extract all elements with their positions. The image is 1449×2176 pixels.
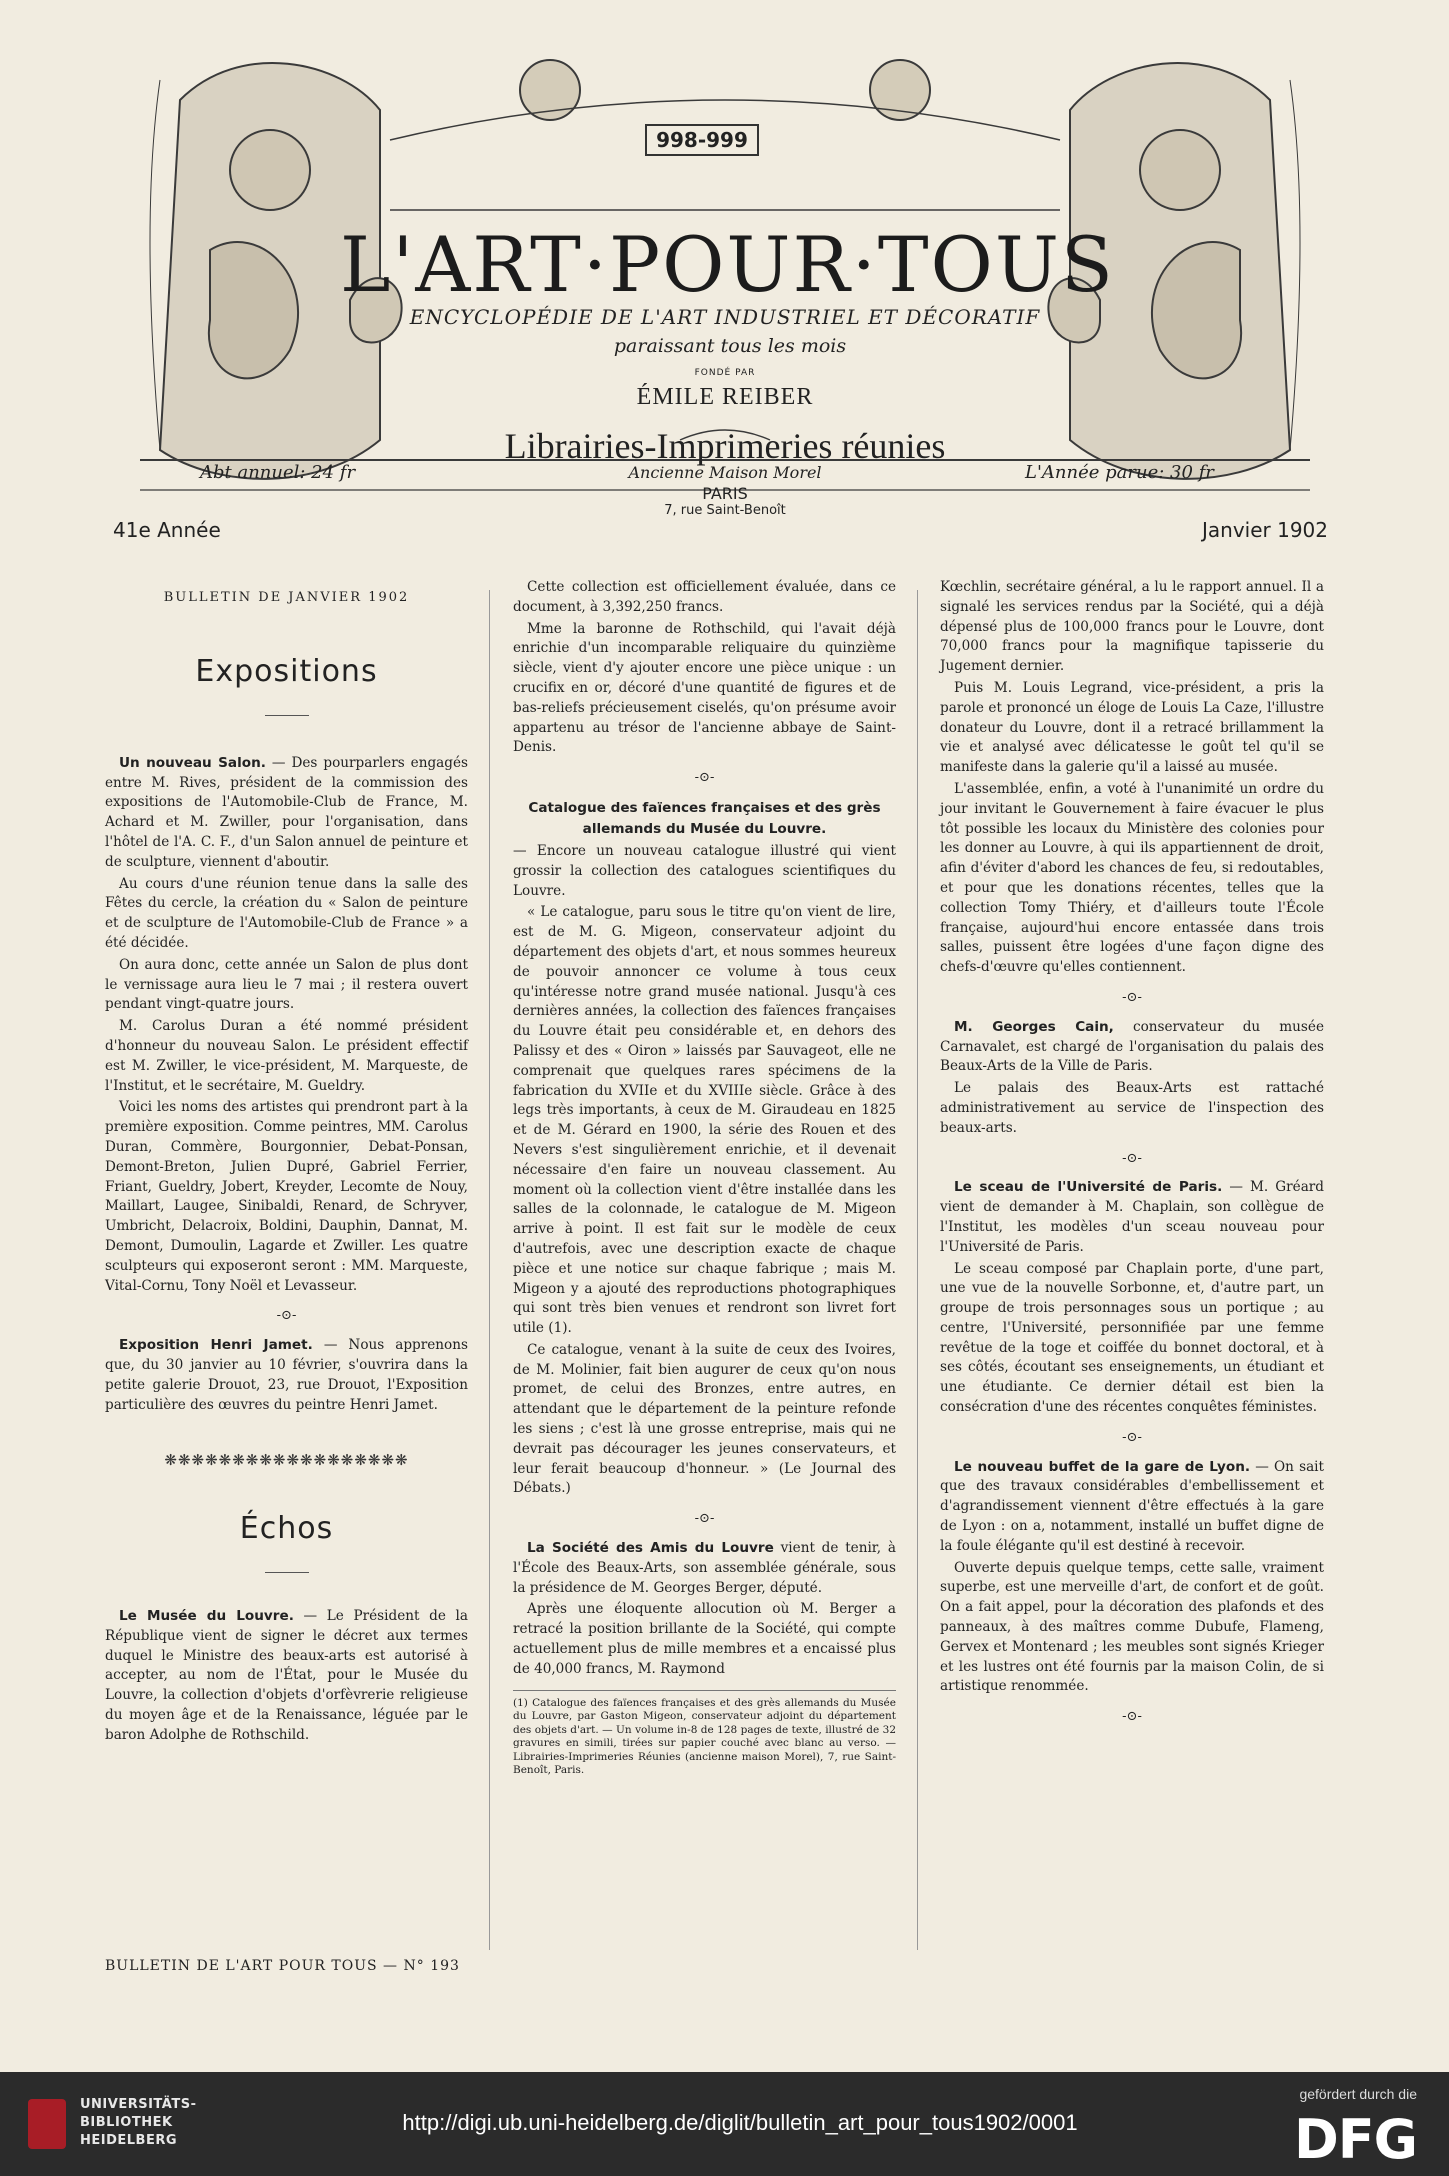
periodicity: paraissant tous les mois [613, 335, 847, 357]
digitization-bar [0, 2072, 1449, 2176]
separator: -⊙- [276, 1308, 297, 1324]
section-title-expositions: Expositions [195, 653, 378, 689]
article-heading: M. Georges Cain, [954, 1018, 1114, 1035]
article-jamet: Exposition Henri Jamet. — Nous apprenons que, du 30 janvier au 10 février, s'ouvrira dans la petite galerie Drouot, 23, rue Drouot, l'Exposition particulière des œuvres du peintre Henri Jamet. [105, 1337, 468, 1413]
publisher-old-house: Ancienne Maison Morel [628, 463, 822, 482]
article-salon: Un nouveau Salon. — Des pourparlers engagés entre M. Rives, président de la commission des expositions de l'Automobile-Club de France, M. Achard et M. Zwiller, pour l'organisation, dans l'hôtel de l'A. C. F., d'un Salon annuel de peinture et de sculpture, viennent d'aboutir. [105, 754, 468, 870]
article-sceau: Le sceau de l'Université de Paris. — M. Gréard vient de demander à M. Chaplain, son collègue de l'Institut, les modèles d'un sceau nouveau pour l'Université de Paris. [940, 1179, 1325, 1255]
article-heading: Le nouveau buffet de la gare de Lyon. [954, 1458, 1251, 1475]
year-label: 41e Année [113, 518, 221, 542]
column-rule [917, 590, 918, 1950]
separator: -⊙- [1122, 1429, 1142, 1445]
publisher-street: 7, rue Saint-Benoît [664, 503, 786, 518]
bulletin-label: BULLETIN DE JANVIER 1902 [163, 590, 410, 605]
paragraph: — Encore un nouveau catalogue illustré qui vient grossir la collection des catalogues scientifiques du Louvre. [513, 842, 896, 899]
journal-title: L'ART·POUR·TOUS [340, 220, 1115, 309]
dfg-logo: DFG [1293, 2108, 1417, 2171]
university-logo-icon [28, 2099, 66, 2149]
publisher-city: PARIS [702, 484, 748, 503]
paragraph: Mme la baronne de Rothschild, qui l'avait déjà enrichie d'un incomparable reliquaire du quinzième siècle, vient d'y ajouter encore une pièce unique : un crucifix en or, décoré d'une quantité de figures et de bas-reliefs précieusement ciselés, qu'on présume avoir appartenu au trésor de l'ancienne abbaye de Saint-Denis. [513, 620, 896, 756]
article-heading: La Société des Amis du Louvre [527, 1540, 774, 1557]
article-heading: Exposition Henri Jamet. [119, 1337, 313, 1354]
article-heading: Catalogue des faïences françaises et des grès allemands du Musée du Louvre. [528, 799, 881, 837]
paragraph: Cette collection est officiellement évaluée, dans ce document, à 3,392,250 francs. [513, 579, 896, 615]
article-cain: M. Georges Cain, conservateur du musée Carnavalet, est chargé de l'organisation du palais des Beaux-Arts de la Ville de Paris. [940, 1018, 1324, 1075]
paragraph: Au cours d'une réunion tenue dans la salle des Fêtes du cercle, la création du « Salon de peinture et de sculpture de l'Automobile-Club de France » a été décidée. [105, 875, 468, 951]
column-rule [489, 590, 490, 1950]
section-title-echos: Échos [239, 1511, 334, 1547]
article-buffet: Le nouveau buffet de la gare de Lyon. — On sait que des travaux considérables d'embellissement et d'agrandissement viennent d'être effectués à la gare de Lyon : on a, notamment, installé un buffet digne de la foule élégante qu'il est destiné à recevoir. [940, 1458, 1324, 1554]
article-heading: Le sceau de l'Université de Paris. [954, 1179, 1223, 1196]
paragraph: L'assemblée, enfin, a voté à l'unanimité un ordre du jour invitant le Gouvernement à faire évacuer le plus tôt possible les locaux du Ministère des colonies pour les donner au Louvre, à qui ils appartiennent de droit, afin d'éviter d'abord les chances de feu, si redoutables, et pour que les donations récentes, telles que la collection Tomy Thiéry, et d'ailleurs toute l'École française, aujourd'hui encore entassée dans trois salles, puissent être logées d'une façon digne des chefs-d'œuvre qu'elles contiennent. [940, 780, 1324, 976]
ornamental-divider: ❋❋❋❋❋❋❋❋❋❋❋❋❋❋❋❋❋❋ [164, 1451, 409, 1470]
paragraph: Voici les noms des artistes qui prendront part à la première exposition. Comme peintres, MM. Carolus Duran, Commère, Bourgonnier, Debat-Ponsan, Demont-Breton, Julien Dupré, Gabriel Ferrier, Friant, Gueldry, Jobert, Kreyder, Lecomte de Nouy, Maillart, Laugee, Sinibaldi, Renard, de Schryver, Umbricht, Delacroix, Boldini, Dauphin, Dannat, M. Demont, Dumoulin, Lagarde et Zwiller. Les quatre sculpteurs qui exposeront seront : MM. Marqueste, Vital-Cornu, Tony Noël et Levasseur. [105, 1099, 468, 1294]
issue-month: Janvier 1902 [1201, 518, 1328, 542]
funded-by-label: gefördert durch die [1299, 2086, 1417, 2102]
paragraph: Après une éloquente allocution où M. Berger a retracé la position brillante de la Société, qui compte actuellement plus de mille membres et a encaissé plus de 40,000 francs, M. Raymond [513, 1601, 896, 1677]
column-2 [513, 578, 896, 1778]
year-price: L'Année parue: 30 fr [1025, 462, 1214, 483]
paragraph: M. Carolus Duran a été nommé président d'honneur du nouveau Salon. Le président effectif est M. Zwiller, le vice-président, M. Marqueste, de l'Institut, et le secrétaire, M. Gueldry. [105, 1018, 468, 1094]
university-name: UNIVERSITÄTS- BIBLIOTHEK HEIDELBERG [80, 2097, 197, 2148]
paragraph: Le palais des Beaux-Arts est rattaché administrativement au service de l'inspection des beaux-arts. [940, 1080, 1324, 1136]
separator: -⊙- [694, 1511, 715, 1527]
subscription-price: Abt annuel: 24 fr [200, 462, 356, 483]
separator: -⊙- [1122, 1709, 1142, 1725]
journal-subtitle: ENCYCLOPÉDIE DE L'ART INDUSTRIEL ET DÉCORATIF [409, 305, 1041, 329]
founded-by-label: FONDÉ PAR [694, 368, 756, 378]
separator: -⊙- [1122, 1150, 1142, 1166]
paragraph: Ouverte depuis quelque temps, cette salle, vraiment superbe, est une merveille d'art, de confort et de goût. On a fait appel, pour la décoration des plafonds et des panneaux, à des maîtres comme Dubufe, Flameng, Gervex et Montenard ; les meubles sont signés Krieger et les lustres ont été fournis par la maison Colin, de si artistique renommée. [940, 1559, 1324, 1695]
paragraph: « Le catalogue, paru sous le titre qu'on vient de lire, est de M. G. Migeon, conservateur adjoint du département des objets d'art, et nous sommes heureux de pouvoir annoncer ce volume à tous ceux qu'intéresse notre grand musée national. Jusqu'à ces dernières années, la collection des faïences françaises du Louvre était peu considérable et, en dehors des Palissy et des « Oiron » laissés par Sauvageot, elle ne comprenait que quelques rares spécimens de la fabrication du XVIIe et du XVIIIe siècle. Grâce à des legs très importants, à ceux de M. Giraudeau en 1825 et de M. Gérard en 1900, la série des Rouen et des Nevers s'est singulièrement enrichie, et il devenait nécessaire d'en faire un nouveau classement. Au moment où la collection vient d'être installée dans les salles de la colonnade, le catalogue de M. Migeon arrive à point. Il est fait sur le modèle de ceux d'autrefois, avec une description exacte de chaque pièce et une notice sur chaque fabrique ; mais M. Migeon y a ajouté des reproductions photographiques qui sont très bien venues et rendront son livret fort utile (1). [513, 904, 896, 1337]
publisher-name: Librairies-Imprimeries réunies [504, 426, 946, 466]
article-louvre: Le Musée du Louvre. — Le Président de la République vient de signer le décret aux termes duquel le Ministre des beaux-arts est autorisé à accepter, au nom de l'État, pour le Musée du Louvre, la collection d'objets d'orfèvrerie religieuse du moyen âge et de la Renaissance, léguée par le baron Adolphe de Rothschild. [105, 1608, 468, 1743]
volume-number: 998-999 [645, 124, 759, 156]
paragraph: Kœchlin, secrétaire général, a lu le rapport annuel. Il a signalé les services rendus par la Société, qui a déjà dépensé plus de 100,000 francs pour le Louvre, dont 70,000 francs pour la magnifique tapisserie du Jugement dernier. [940, 579, 1324, 675]
page-footer: BULLETIN DE L'ART POUR TOUS — N° 193 [105, 1958, 460, 1974]
paragraph: On aura donc, cette année un Salon de plus dont le vernissage aura lieu le 7 mai ; il restera ouvert pendant vingt-quatre jours. [105, 956, 468, 1013]
separator: -⊙- [1122, 989, 1142, 1005]
separator: -⊙- [694, 770, 715, 786]
paragraph: Puis M. Louis Legrand, vice-président, a pris la parole et prononcé un éloge de Louis La Caze, l'illustre donateur du Louvre, dont il a retracé brillamment la vie et analysé avec délicatesse le goût tel qu'il se manifeste dans la galerie qu'il a laissé au musée. [940, 679, 1324, 776]
paragraph: Le sceau composé par Chaplain porte, d'une part, une vue de la nouvelle Sorbonne, et, d'autre part, un groupe de trois personnages sous un portique ; au centre, l'Université, personnifiée par une femme revêtue de la toge et coiffée du bonnet doctoral, et à ses côtés, écoutant ses enseignements, un étudiant et une étudiante. Ce dernier détail est bien la consécration d'une des récentes conquêtes féministes. [940, 1260, 1324, 1416]
footnote: (1) Catalogue des faïences françaises et des grès allemands du Musée du Louvre, par Gaston Migeon, conservateur adjoint du département des objets d'art. — Un volume in-8 de 128 pages de texte, illustré de 32 gravures en simili, tirées sur papier couché avec blanc au verso. — Librairies-Imprimeries Réunies (ancienne maison Morel), 7, rue Saint-Benoît, Paris. [513, 1690, 896, 1778]
column-3 [940, 578, 1324, 1737]
founder-name: ÉMILE REIBER [636, 384, 814, 410]
permalink-url[interactable]: http://digi.ub.uni-heidelberg.de/diglit/bulletin_art_pour_tous1902/0001 [402, 2110, 1078, 2135]
article-heading: Un nouveau Salon. [119, 754, 266, 771]
paragraph: Ce catalogue, venant à la suite de ceux des Ivoires, de M. Molinier, fait bien augurer de ceux qu'on nous promet, de celui des Bronzes, entre autres, en attendant que le département de la peinture refonde les siens ; c'est là une grosse entreprise, mais qui ne devrait pas décourager les jeunes conservateurs, et leur ferait beaucoup d'honneur. » (Le Journal des Débats.) [513, 1341, 896, 1497]
column-1 [105, 578, 468, 1748]
article-amis: La Société des Amis du Louvre vient de tenir, à l'École des Beaux-Arts, son assemblée générale, sous la présidence de M. Georges Berger, député. [513, 1540, 896, 1596]
article-heading: Le Musée du Louvre. [119, 1608, 294, 1625]
